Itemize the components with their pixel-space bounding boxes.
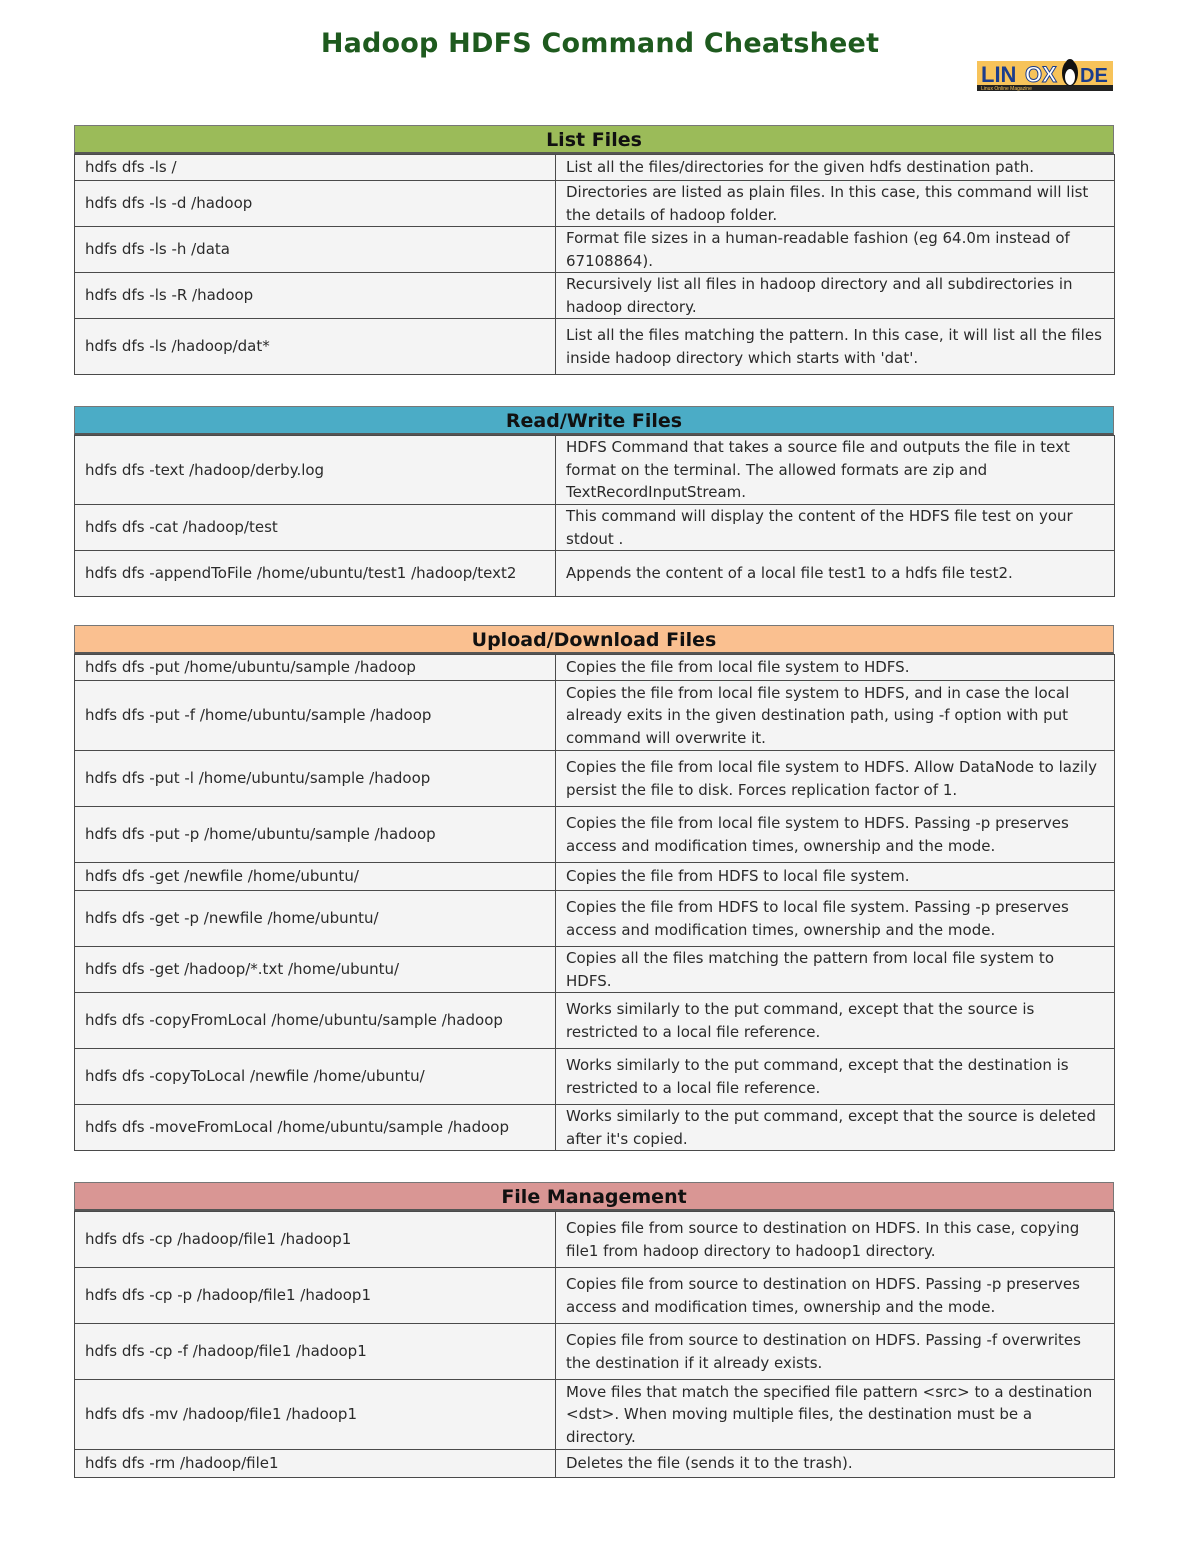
table-row	[75, 505, 1115, 551]
description-cell: Copies the file from local file system to HDFS.	[556, 655, 1115, 681]
section-header: List Files	[74, 125, 1114, 154]
table-row	[75, 1324, 1115, 1380]
command-cell: hdfs dfs -get /newfile /home/ubuntu/	[75, 863, 556, 891]
table-row	[75, 947, 1115, 993]
description-cell: List all the files matching the pattern. In this case, it will list all the files inside hadoop directory which starts with 'dat'.	[556, 319, 1115, 375]
command-cell: hdfs dfs -mv /hadoop/file1 /hadoop1	[75, 1380, 556, 1450]
table-row	[75, 436, 1115, 505]
section-header: Read/Write Files	[74, 406, 1114, 435]
table-row	[75, 273, 1115, 319]
table-row	[75, 655, 1115, 681]
description-cell: Copies the file from local file system to HDFS, and in case the local already exits in the given destination path, using -f option with put command will overwrite it.	[556, 681, 1115, 751]
description-cell: Copies file from source to destination on HDFS. In this case, copying file1 from hadoop directory to hadoop1 directory.	[556, 1212, 1115, 1268]
description-cell: Move files that match the specified file pattern <src> to a destination <dst>. When moving multiple files, the destination must be a directory.	[556, 1380, 1115, 1450]
table-row	[75, 319, 1115, 375]
description-cell: Format file sizes in a human-readable fashion (eg 64.0m instead of 67108864).	[556, 227, 1115, 273]
linoxide-logo	[977, 55, 1113, 95]
svg-text:Linux Online Magazine: Linux Online Magazine	[981, 86, 1032, 92]
svg-text:DE: DE	[1080, 65, 1108, 87]
command-cell: hdfs dfs -ls -h /data	[75, 227, 556, 273]
table-row	[75, 1268, 1115, 1324]
table-row	[75, 181, 1115, 227]
table-row	[75, 551, 1115, 597]
command-cell: hdfs dfs -moveFromLocal /home/ubuntu/sample /hadoop	[75, 1105, 556, 1151]
command-cell: hdfs dfs -copyFromLocal /home/ubuntu/sample /hadoop	[75, 993, 556, 1049]
command-cell: hdfs dfs -put /home/ubuntu/sample /hadoop	[75, 655, 556, 681]
description-cell: Deletes the file (sends it to the trash).	[556, 1450, 1115, 1478]
command-cell: hdfs dfs -cp /hadoop/file1 /hadoop1	[75, 1212, 556, 1268]
command-cell: hdfs dfs -copyToLocal /newfile /home/ubuntu/	[75, 1049, 556, 1105]
command-cell: hdfs dfs -put -p /home/ubuntu/sample /hadoop	[75, 807, 556, 863]
svg-text:LIN: LIN	[981, 62, 1017, 87]
table-row	[75, 1105, 1115, 1151]
table-row	[75, 993, 1115, 1049]
command-cell: hdfs dfs -get -p /newfile /home/ubuntu/	[75, 891, 556, 947]
description-cell: Works similarly to the put command, except that the source is deleted after it's copied.	[556, 1105, 1115, 1151]
description-cell: Copies file from source to destination on HDFS. Passing -p preserves access and modification times, ownership and the mode.	[556, 1268, 1115, 1324]
section-upload-download-files	[74, 625, 1114, 1151]
table-row	[75, 807, 1115, 863]
command-cell: hdfs dfs -cat /hadoop/test	[75, 505, 556, 551]
description-cell: Copies all the files matching the pattern from local file system to HDFS.	[556, 947, 1115, 993]
section-header: File Management	[74, 1182, 1114, 1211]
table-row	[75, 1380, 1115, 1450]
table-row	[75, 1049, 1115, 1105]
table-row	[75, 751, 1115, 807]
svg-text:OX: OX	[1025, 62, 1057, 87]
command-cell: hdfs dfs -ls -R /hadoop	[75, 273, 556, 319]
table-row	[75, 155, 1115, 181]
table-row	[75, 863, 1115, 891]
command-cell: hdfs dfs -cp -f /hadoop/file1 /hadoop1	[75, 1324, 556, 1380]
description-cell: Recursively list all files in hadoop directory and all subdirectories in hadoop directory.	[556, 273, 1115, 319]
table-row	[75, 1450, 1115, 1478]
section-read-write-files	[74, 406, 1114, 597]
description-cell: List all the files/directories for the given hdfs destination path.	[556, 155, 1115, 181]
command-table	[74, 654, 1115, 1151]
description-cell: This command will display the content of the HDFS file test on your stdout .	[556, 505, 1115, 551]
table-row	[75, 681, 1115, 751]
command-cell: hdfs dfs -ls -d /hadoop	[75, 181, 556, 227]
command-table	[74, 435, 1115, 597]
description-cell: Works similarly to the put command, except that the source is restricted to a local file reference.	[556, 993, 1115, 1049]
command-cell: hdfs dfs -ls /	[75, 155, 556, 181]
table-row	[75, 891, 1115, 947]
command-cell: hdfs dfs -appendToFile /home/ubuntu/test1 /hadoop/text2	[75, 551, 556, 597]
command-cell: hdfs dfs -text /hadoop/derby.log	[75, 436, 556, 505]
command-cell: hdfs dfs -cp -p /hadoop/file1 /hadoop1	[75, 1268, 556, 1324]
section-list-files	[74, 125, 1114, 375]
command-cell: hdfs dfs -ls /hadoop/dat*	[75, 319, 556, 375]
description-cell: Copies file from source to destination on HDFS. Passing -f overwrites the destination if it already exists.	[556, 1324, 1115, 1380]
description-cell: Copies the file from HDFS to local file system. Passing -p preserves access and modification times, ownership and the mode.	[556, 891, 1115, 947]
table-row	[75, 227, 1115, 273]
command-cell: hdfs dfs -put -l /home/ubuntu/sample /hadoop	[75, 751, 556, 807]
description-cell: HDFS Command that takes a source file and outputs the file in text format on the terminal. The allowed formats are zip and TextRecordInputStream.	[556, 436, 1115, 505]
description-cell: Copies the file from HDFS to local file system.	[556, 863, 1115, 891]
command-table	[74, 154, 1115, 375]
command-cell: hdfs dfs -rm /hadoop/file1	[75, 1450, 556, 1478]
description-cell: Copies the file from local file system to HDFS. Passing -p preserves access and modification times, ownership and the mode.	[556, 807, 1115, 863]
page-title: Hadoop HDFS Command Cheatsheet	[320, 28, 880, 59]
description-cell: Directories are listed as plain files. In this case, this command will list the details of hadoop folder.	[556, 181, 1115, 227]
command-cell: hdfs dfs -get /hadoop/*.txt /home/ubuntu/	[75, 947, 556, 993]
description-cell: Works similarly to the put command, except that the destination is restricted to a local file reference.	[556, 1049, 1115, 1105]
command-cell: hdfs dfs -put -f /home/ubuntu/sample /hadoop	[75, 681, 556, 751]
command-table	[74, 1211, 1115, 1478]
section-header: Upload/Download Files	[74, 625, 1114, 654]
section-file-management	[74, 1182, 1114, 1478]
description-cell: Copies the file from local file system to HDFS. Allow DataNode to lazily persist the file to disk. Forces replication factor of 1.	[556, 751, 1115, 807]
description-cell: Appends the content of a local file test1 to a hdfs file test2.	[556, 551, 1115, 597]
table-row	[75, 1212, 1115, 1268]
